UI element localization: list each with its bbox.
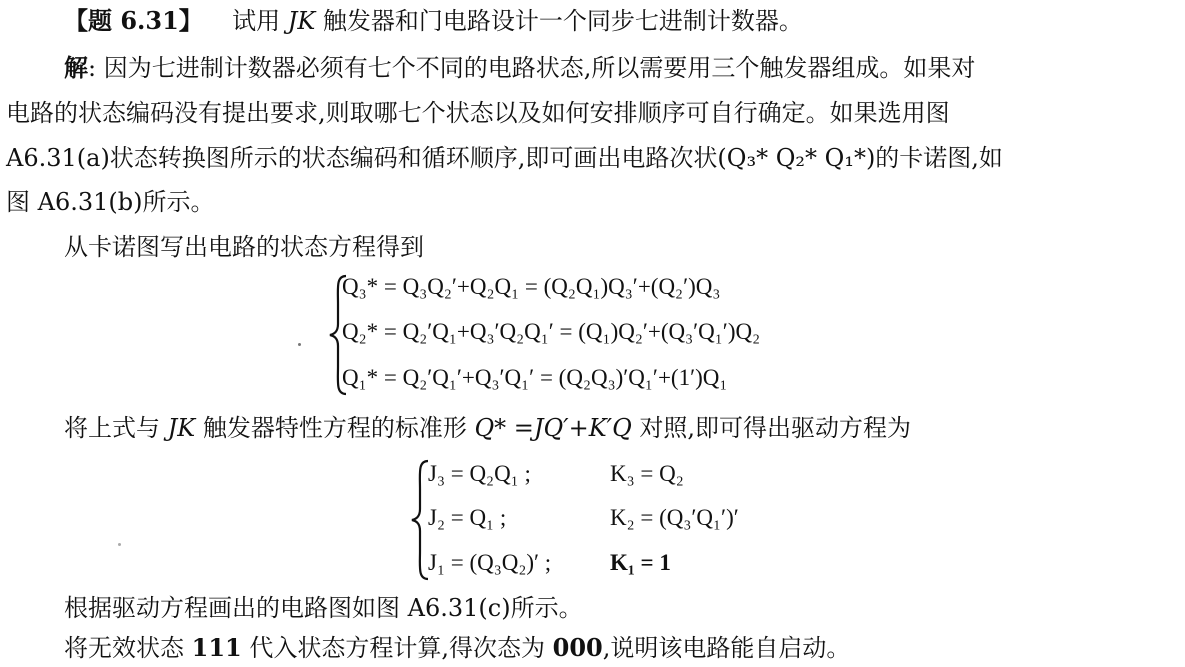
p5-mid: 代入状态方程计算,得次态为 — [241, 634, 553, 662]
problem-statement-post: 触发器和门电路设计一个同步七进制计数器。 — [315, 7, 803, 35]
state-equation-q3 — [342, 272, 720, 302]
scan-speck-2 — [118, 543, 121, 546]
p3-pre: 将上式与 — [64, 414, 168, 442]
p5-post: ,说明该电路能自启动。 — [602, 634, 851, 662]
paragraph-circuit-diagram — [64, 593, 583, 623]
solution-p1-line1: : 因为七进制计数器必须有七个不同的电路状态,所以需要用三个触发器组成。如果对 — [88, 54, 976, 82]
p5-next-state: 000 — [552, 633, 603, 662]
solution-label: 解 — [64, 53, 88, 82]
paragraph-characteristic-equation — [64, 413, 911, 443]
paragraph-state-equation-intro — [64, 232, 424, 262]
solution-line-1 — [64, 53, 975, 83]
drive-equation-k3-text: K₃ = Q₂ — [610, 461, 684, 486]
drive-equation-j1-text: J₁ = (Q₃Q₂)′ ; — [428, 550, 552, 575]
p5-invalid-state: 111 — [191, 633, 242, 662]
p3-post: 对照,即可得出驱动方程为 — [631, 414, 912, 442]
problem-statement-pre: 试用 — [232, 7, 288, 35]
problem-line — [64, 6, 803, 36]
drive-equation-j2-text: J₂ = Q₁ ; — [428, 505, 507, 530]
solution-line-2 — [6, 98, 950, 128]
drive-equation-k3 — [610, 459, 684, 489]
solution-p1-line2: 电路的状态编码没有提出要求,则取哪七个状态以及如何安排顺序可自行确定。如果选用图 — [6, 99, 950, 127]
p3-jk: JK — [167, 414, 196, 442]
state-equation-q1-text: Q₁* = Q₂′Q₁′+Q₃′Q₁′ = (Q₂Q₃)′Q₁′+(1′)Q₁ — [342, 365, 728, 390]
state-equation-q1 — [342, 363, 727, 393]
drive-equation-j3 — [428, 459, 531, 489]
p3-mid: 触发器特性方程的标准形 — [195, 414, 475, 442]
scan-speck — [298, 343, 301, 346]
p5-pre: 将无效状态 — [64, 634, 192, 662]
state-equation-q2 — [342, 317, 760, 347]
p3-formula: Q* =JQ′+K′Q — [474, 414, 632, 442]
solution-p1-line3: A6.31(a)状态转换图所示的状态编码和循环顺序,即可画出电路次状(Q₃* Q₂* Q₁*)的卡诺图,如 — [6, 144, 1003, 172]
solution-line-4 — [6, 187, 215, 217]
drive-equation-j2 — [428, 503, 506, 533]
drive-equation-k2 — [610, 503, 739, 533]
drive-equation-k1-text: K₁ = 1 — [610, 550, 671, 575]
state-equation-q2-text: Q₂* = Q₂′Q₁+Q₃′Q₂Q₁′ = (Q₁)Q₂′+(Q₃′Q₁′)Q₂ — [342, 319, 761, 344]
paragraph-self-start — [64, 633, 850, 663]
problem-label: 【题 6.31】 — [64, 6, 203, 35]
solution-line-3 — [6, 143, 1003, 173]
drive-equation-k2-text: K₂ = (Q₃′Q₁′)′ — [610, 505, 739, 530]
state-equation-q3-text: Q₃* = Q₃Q₂′+Q₂Q₁ = (Q₂Q₁)Q₃′+(Q₂′)Q₃ — [342, 274, 721, 299]
drive-equation-j3-text: J₃ = Q₂Q₁ ; — [428, 461, 531, 486]
drive-equation-k1 — [610, 548, 671, 578]
p2-text: 从卡诺图写出电路的状态方程得到 — [64, 233, 424, 261]
problem-jk: JK — [287, 7, 316, 35]
drive-equation-j1 — [428, 548, 551, 578]
p4-text: 根据驱动方程画出的电路图如图 A6.31(c)所示。 — [64, 594, 583, 622]
solution-p1-line4: 图 A6.31(b)所示。 — [6, 188, 215, 216]
